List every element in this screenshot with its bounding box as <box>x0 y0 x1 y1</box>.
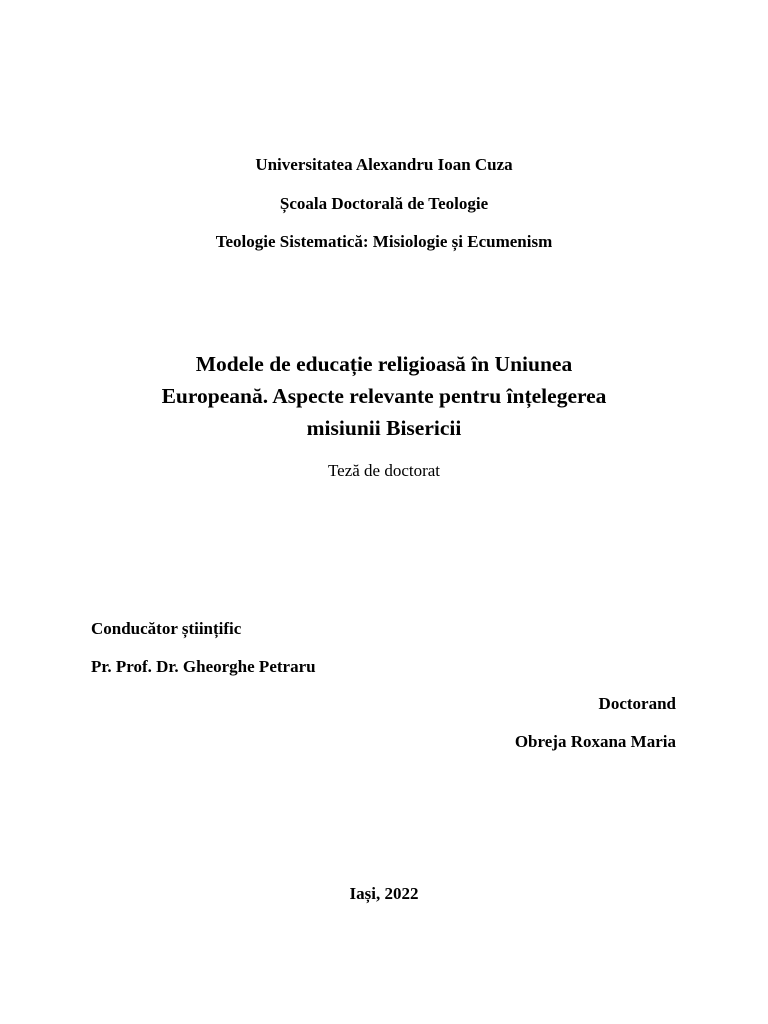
thesis-title-line-1: Modele de educație religioasă în Uniunea <box>195 352 573 376</box>
thesis-type: Teză de doctorat <box>327 461 441 480</box>
supervisor-name: Pr. Prof. Dr. Gheorghe Petraru <box>91 657 316 676</box>
place-and-date: Iași, 2022 <box>349 884 419 903</box>
field-of-study: Teologie Sistematică: Misiologie și Ecumenism <box>215 232 553 251</box>
university-name: Universitatea Alexandru Ioan Cuza <box>255 155 513 174</box>
candidate-label: Doctorand <box>598 694 676 713</box>
thesis-title <box>84 348 684 444</box>
candidate-name: Obreja Roxana Maria <box>514 732 676 751</box>
doctoral-school-name: Școala Doctorală de Teologie <box>279 194 489 213</box>
thesis-title-line-2: Europeană. Aspecte relevante pentru înțelegerea <box>161 384 607 408</box>
thesis-title-line-3: misiunii Bisericii <box>306 416 462 440</box>
supervisor-label: Conducător științific <box>91 619 242 638</box>
